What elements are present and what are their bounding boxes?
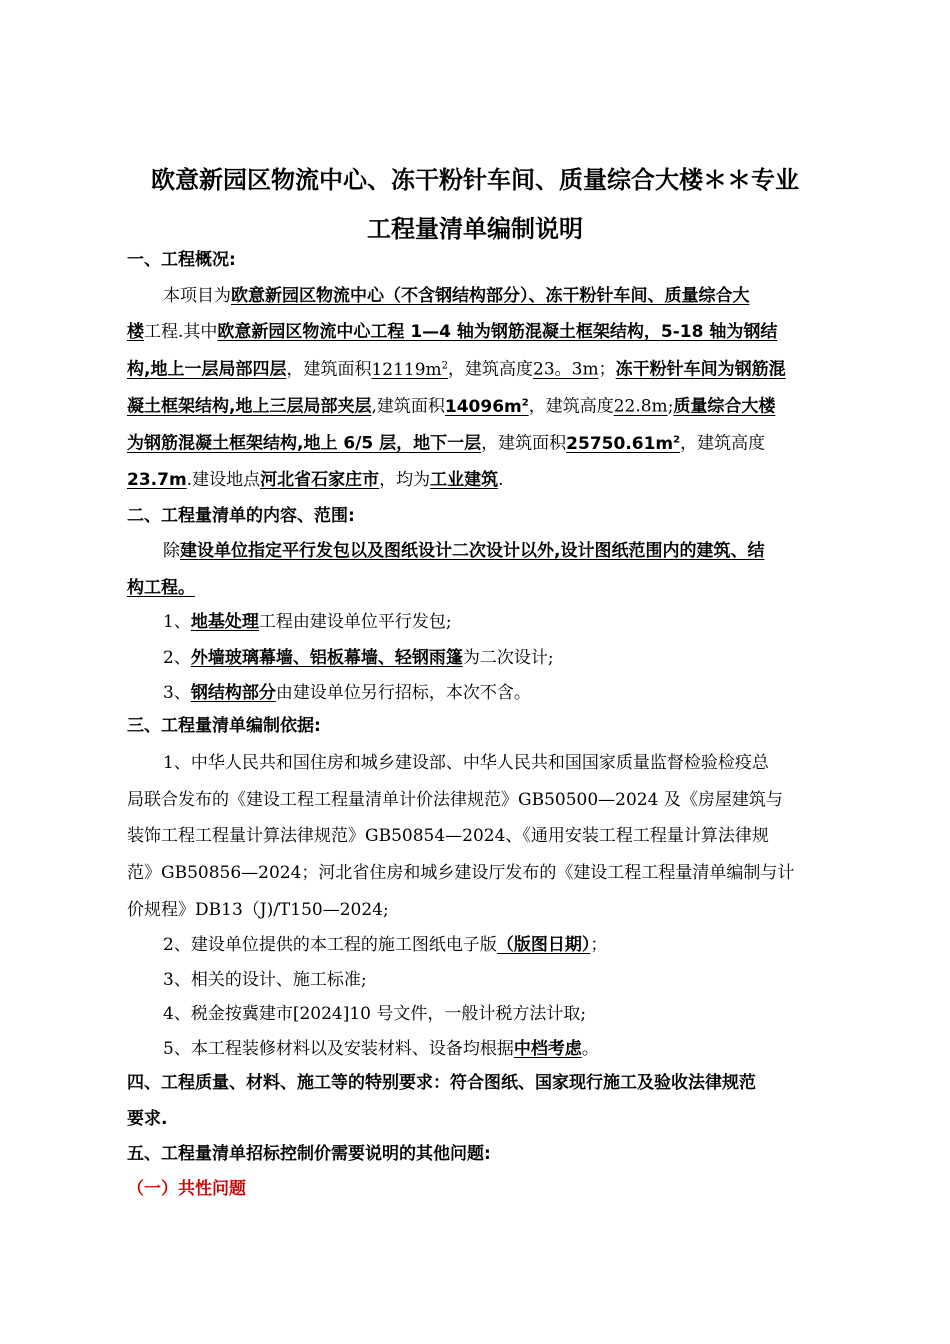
- underlined-text: 为钢筋混凝土框架结构,地上 6/5 层，地下一层: [127, 433, 482, 454]
- text: ，均为: [379, 470, 431, 490]
- text: 工程由建设单位平行发包;: [258, 612, 452, 632]
- underlined-text: 构,地上一层局部四层: [127, 359, 287, 380]
- text: ；: [590, 935, 608, 955]
- underlined-text: 建设单位指定平行发包以及图纸设计二次设计以外,设计图纸范围内的建筑、结: [180, 541, 765, 561]
- text: 除: [163, 541, 180, 561]
- text: 5、本工程装修材料以及安装材料、设备均根据: [163, 1039, 514, 1059]
- underlined-text: 外墙玻璃幕墙、铝板幕墙、轻钢雨篷: [190, 648, 463, 668]
- text: 为二次设计;: [462, 648, 554, 668]
- underlined-text: 凝土框架结构,地上三层局部夹层: [127, 396, 372, 417]
- text: ;: [667, 396, 674, 417]
- height-value: 23.7m: [127, 470, 187, 490]
- section4-line2: 要求.: [127, 1109, 168, 1129]
- text: ；: [598, 359, 616, 380]
- number: 14096m: [444, 396, 522, 417]
- section3-item1-line4: 范》GB50856—2024；河北省住房和城乡建设厅发布的《建设工程工程量清单编制与计: [127, 863, 795, 883]
- section3-item2: [163, 937, 607, 954]
- area-value: [445, 397, 529, 417]
- item-number: 3、: [163, 683, 191, 703]
- text: ，建筑高度: [680, 433, 766, 454]
- underlined-text: 钢结构部分: [190, 683, 276, 703]
- underlined-text: 质量综合大楼: [673, 396, 776, 417]
- underlined-text: 欧意新园区物流中心工程 1—4 轴为钢筋混凝土框架结构，5-18 轴为钢结: [217, 322, 778, 342]
- document-title-line1: 欧意新园区物流中心、冻干粉针车间、质量综合大楼＊＊专业: [151, 166, 799, 194]
- text: .建设地点: [186, 470, 261, 490]
- section1-heading: 一、工程概况:: [127, 250, 236, 270]
- section2-paragraph-line1: [163, 543, 764, 560]
- section3-heading: 三、工程量清单编制依据:: [127, 716, 321, 736]
- section1-paragraph-line6: [127, 472, 503, 489]
- text: ，建筑高度: [448, 359, 534, 380]
- section5-heading: 五、工程量清单招标控制价需要说明的其他问题:: [127, 1144, 491, 1164]
- superscript: 2: [673, 434, 681, 445]
- area-value: [566, 434, 680, 454]
- text: 本项目为: [163, 286, 231, 306]
- number: 25750.61m: [566, 433, 674, 454]
- item-number: 1、: [163, 612, 191, 632]
- section5-subheading: （一）共性问题: [127, 1179, 246, 1199]
- section1-paragraph-line1: [163, 288, 750, 305]
- section3-item1-line5: 价规程》DB13（J)/T150—2024;: [127, 900, 389, 920]
- text: 2、建设单位提供的本工程的施工图纸电子版: [163, 935, 497, 955]
- document-title-line2: 工程量清单编制说明: [367, 215, 583, 243]
- section2-item1: [163, 614, 452, 631]
- height-value: 22.8m: [613, 396, 668, 417]
- underlined-text: （版图日期）: [496, 935, 591, 955]
- text: 由建设单位另行招标，本次不含。: [275, 683, 531, 703]
- underlined-text: 冻干粉针车间为钢筋混: [615, 359, 786, 380]
- location-text: 河北省石家庄市: [260, 470, 380, 490]
- underlined-text: 楼: [127, 322, 144, 342]
- section3-item1-line1: 1、中华人民共和国住房和城乡建设部、中华人民共和国国家质量监督检验检疫总: [163, 753, 769, 773]
- text: .: [498, 470, 504, 490]
- section3-item5: [163, 1041, 599, 1058]
- section1-paragraph-line4: [127, 398, 775, 416]
- underlined-text: 地基处理: [190, 612, 259, 632]
- text: ，建筑面积: [286, 359, 372, 380]
- underlined-text: 构工程。: [127, 578, 195, 598]
- text: ，建筑高度: [528, 396, 614, 417]
- building-type-text: 工业建筑: [430, 470, 499, 490]
- section1-paragraph-line2: [127, 324, 777, 341]
- area-value: [371, 360, 448, 380]
- text: 工程.其中: [144, 322, 218, 342]
- text: ,建筑面积: [371, 396, 445, 417]
- section1-paragraph-line3: [127, 361, 786, 379]
- section2-paragraph-line2: [127, 580, 195, 597]
- text: ，建筑面积: [481, 433, 567, 454]
- underlined-text: 中档考虑: [513, 1039, 582, 1059]
- section3-item1-line2: 局联合发布的《建设工程工程量清单计价法律规范》GB50500—2024 及《房屋建筑与: [127, 790, 783, 810]
- section2-item2: [163, 650, 554, 667]
- superscript: 2: [521, 397, 529, 408]
- text: 。: [581, 1039, 599, 1059]
- underlined-text: 欧意新园区物流中心（不含钢结构部分）、冻干粉针车间、质量综合大: [231, 286, 750, 306]
- section3-item4: 4、税金按冀建市[2024]10 号文件，一般计税方法计取;: [163, 1004, 587, 1024]
- superscript: 2: [441, 360, 449, 371]
- item-number: 2、: [163, 648, 191, 668]
- number: 12119m: [371, 359, 442, 380]
- section4-line1: 四、工程质量、材料、施工等的特别要求：符合图纸、国家现行施工及验收法律规范: [127, 1073, 756, 1093]
- section1-paragraph-line5: [127, 435, 765, 453]
- section2-heading: 二、工程量清单的内容、范围:: [127, 506, 355, 526]
- section2-item3: [163, 685, 531, 702]
- height-value: 23。3m: [533, 359, 599, 380]
- section3-item3: 3、相关的设计、施工标准;: [163, 970, 367, 990]
- section3-item1-line3: 装饰工程工程量计算法律规范》GB50854—2024、《通用安装工程工程量计算法律规: [127, 826, 769, 846]
